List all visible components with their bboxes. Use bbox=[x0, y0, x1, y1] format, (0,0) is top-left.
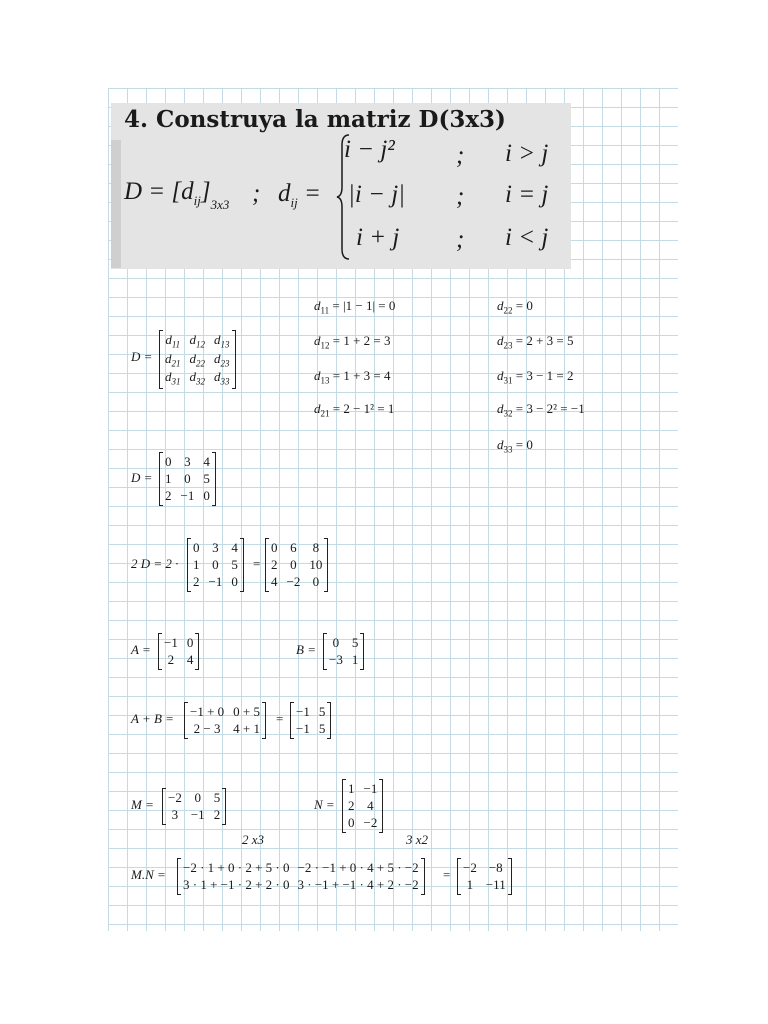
matrix-cell: 0 bbox=[186, 635, 194, 650]
case-1-condition: i > j bbox=[505, 140, 549, 167]
matrix-n bbox=[342, 779, 383, 833]
matrix-cell: 0 bbox=[203, 488, 210, 503]
matrix-cell: 5 bbox=[351, 635, 359, 650]
matrix-cell: 5 bbox=[318, 721, 326, 736]
matrix-cell: 8 bbox=[312, 540, 320, 555]
matrix-cell: −1 bbox=[363, 781, 378, 796]
matrix-cell: $d_{12}$ bbox=[189, 332, 205, 350]
matrix-cell: 2 bbox=[165, 488, 172, 503]
matrix-cell: $d_{22}$ bbox=[189, 350, 205, 369]
matrix-cell: 5 bbox=[318, 704, 326, 719]
matrix-cell: 2 bbox=[348, 798, 355, 813]
matrix-cell: 0 bbox=[193, 540, 200, 555]
matrix-cell: $d_{32}$ bbox=[189, 369, 205, 387]
matrix-cell: −2 · −1 + 0 · 4 + 5 · −2 bbox=[297, 860, 419, 875]
sum-result-matrix bbox=[290, 702, 331, 739]
sum-label: A + B = bbox=[131, 711, 174, 726]
matrix-cell: 5 bbox=[231, 557, 238, 572]
matrix-cell: −1 bbox=[296, 704, 310, 719]
matrix-cell: 0 bbox=[165, 454, 172, 469]
case-1-expression: i − j² bbox=[344, 136, 395, 163]
matrix-cell: 1 bbox=[165, 471, 172, 486]
matrix-cell: 4 + 1 bbox=[233, 721, 261, 736]
matrix-n-dimension: 3 x2 bbox=[406, 832, 429, 847]
computation-d11: $d_{11} = |1 - 1| = 0$ bbox=[314, 298, 396, 316]
matrix-cell: 2 bbox=[213, 807, 221, 822]
matrix-cell: 5 bbox=[213, 790, 221, 805]
matrix-cell: 3 · 1 + −1 · 2 + 2 · 0 bbox=[183, 877, 290, 892]
case-2-separator: ; bbox=[456, 183, 465, 210]
matrix-cell: 2 bbox=[193, 574, 200, 589]
product-result-matrix bbox=[457, 858, 512, 895]
matrix-definition: $D = [d_{ij}]_{3x3}$ bbox=[124, 178, 230, 212]
matrix-cell: 3 bbox=[184, 454, 191, 469]
matrix-n-label: N = bbox=[314, 797, 335, 812]
computation-d31: $d_{31} = 3 - 1 = 2$ bbox=[497, 368, 574, 386]
matrix-cell: $d_{21}$ bbox=[165, 350, 181, 369]
matrix-cell: $d_{13}$ bbox=[214, 332, 230, 350]
matrix-cell: 4 bbox=[271, 574, 278, 589]
exercise-title: 4. Construya la matriz D(3x3) bbox=[124, 106, 506, 133]
matrix-cell: −1 bbox=[208, 574, 223, 589]
matrix-cell: −2 bbox=[168, 790, 182, 805]
matrix-cell: 0 bbox=[231, 574, 238, 589]
matrix-cell: −1 bbox=[296, 721, 310, 736]
case-3-expression: i + j bbox=[356, 224, 400, 251]
computation-d21: $d_{21} = 2 - 1^2 = 1$ bbox=[314, 401, 395, 419]
matrix-cell: 1 bbox=[351, 652, 359, 667]
matrix-cell: 0 bbox=[212, 557, 219, 572]
scalar-product-label: 2 D = 2 · bbox=[131, 556, 179, 571]
case-3-condition: i < j bbox=[505, 224, 549, 251]
scalar-product-left-matrix bbox=[187, 538, 244, 592]
matrix-cell: 2 bbox=[167, 652, 175, 667]
matrix-cell: −2 bbox=[286, 574, 301, 589]
matrix-b bbox=[323, 633, 364, 670]
matrix-cell: 0 bbox=[312, 574, 320, 589]
symbolic-matrix bbox=[159, 330, 236, 389]
matrix-cell: 0 bbox=[348, 815, 355, 830]
matrix-cell: 2 bbox=[271, 557, 278, 572]
matrix-cell: −2 bbox=[363, 815, 378, 830]
product-equals: = bbox=[443, 867, 451, 882]
computation-d23: $d_{23} = 2 + 3 = 5$ bbox=[497, 333, 574, 351]
sum-expanded-matrix bbox=[184, 702, 266, 739]
case-1-separator: ; bbox=[456, 142, 465, 169]
matrix-cell: 2 − 3 bbox=[193, 721, 221, 736]
matrix-cell: 4 bbox=[367, 798, 374, 813]
case-3-separator: ; bbox=[456, 226, 465, 253]
matrix-cell: −2 bbox=[463, 860, 477, 875]
matrix-d bbox=[159, 452, 216, 506]
matrix-cell: 1 bbox=[348, 781, 355, 796]
matrix-cell: 0 bbox=[290, 557, 297, 572]
computation-d12: $d_{12} = 1 + 2 = 3$ bbox=[314, 333, 391, 351]
matrix-cell: $d_{11}$ bbox=[165, 332, 181, 350]
matrix-a-label: A = bbox=[131, 642, 151, 657]
matrix-cell: 0 bbox=[184, 471, 191, 486]
matrix-cell: 3 bbox=[212, 540, 219, 555]
matrix-m bbox=[162, 788, 226, 825]
matrix-m-dimension: 2 x3 bbox=[242, 832, 265, 847]
matrix-cell: −1 bbox=[190, 807, 205, 822]
matrix-cell: 0 bbox=[194, 790, 202, 805]
matrix-cell: 4 bbox=[231, 540, 238, 555]
matrix-cell: 0 bbox=[332, 635, 340, 650]
computation-d32: $d_{32} = 3 - 2^2 = -1$ bbox=[497, 401, 585, 419]
matrix-cell: 4 bbox=[186, 652, 194, 667]
computation-d22: $d_{22} = 0$ bbox=[497, 298, 533, 316]
problem-statement-sidebar bbox=[111, 140, 121, 268]
scalar-product-equals: = bbox=[253, 556, 261, 571]
matrix-cell: −3 bbox=[329, 652, 343, 667]
sum-equals: = bbox=[276, 711, 284, 726]
symbolic-matrix-label: D = bbox=[131, 349, 153, 364]
matrix-cell: −8 bbox=[488, 860, 503, 875]
matrix-cell: 10 bbox=[309, 557, 323, 572]
matrix-cell: 3 · −1 + −1 · 4 + 2 · −2 bbox=[297, 877, 419, 892]
matrix-cell: 1 bbox=[466, 877, 474, 892]
product-label: M.N = bbox=[131, 867, 166, 882]
matrix-cell: −1 + 0 bbox=[190, 704, 225, 719]
case-2-condition: i = j bbox=[505, 181, 549, 208]
matrix-d-label: D = bbox=[131, 470, 153, 485]
matrix-a bbox=[158, 633, 199, 670]
matrix-cell: 1 bbox=[193, 557, 200, 572]
computation-d13: $d_{13} = 1 + 3 = 4$ bbox=[314, 368, 391, 386]
scalar-product-result-matrix bbox=[265, 538, 328, 592]
matrix-cell: −11 bbox=[485, 877, 506, 892]
matrix-cell: 3 bbox=[171, 807, 179, 822]
element-definition-lhs: $d_{ij}$ = bbox=[278, 180, 321, 210]
matrix-cell: 6 bbox=[290, 540, 297, 555]
matrix-cell: 4 bbox=[203, 454, 210, 469]
matrix-m-label: M = bbox=[131, 797, 154, 812]
case-2-expression: |i − j| bbox=[348, 181, 406, 208]
matrix-cell: −1 bbox=[180, 488, 195, 503]
matrix-b-label: B = bbox=[296, 642, 316, 657]
matrix-cell: 5 bbox=[203, 471, 210, 486]
product-expanded-matrix bbox=[177, 858, 425, 895]
matrix-cell: −2 · 1 + 0 · 2 + 5 · 0 bbox=[183, 860, 290, 875]
matrix-cell: $d_{31}$ bbox=[165, 369, 181, 387]
matrix-cell: −1 bbox=[164, 635, 178, 650]
matrix-cell: $d_{33}$ bbox=[214, 369, 230, 387]
matrix-cell: $d_{23}$ bbox=[214, 350, 230, 369]
definition-separator: ; bbox=[252, 180, 261, 207]
computation-d33: $d_{33} = 0$ bbox=[497, 437, 533, 455]
matrix-cell: 0 + 5 bbox=[233, 704, 261, 719]
matrix-cell: 0 bbox=[271, 540, 278, 555]
